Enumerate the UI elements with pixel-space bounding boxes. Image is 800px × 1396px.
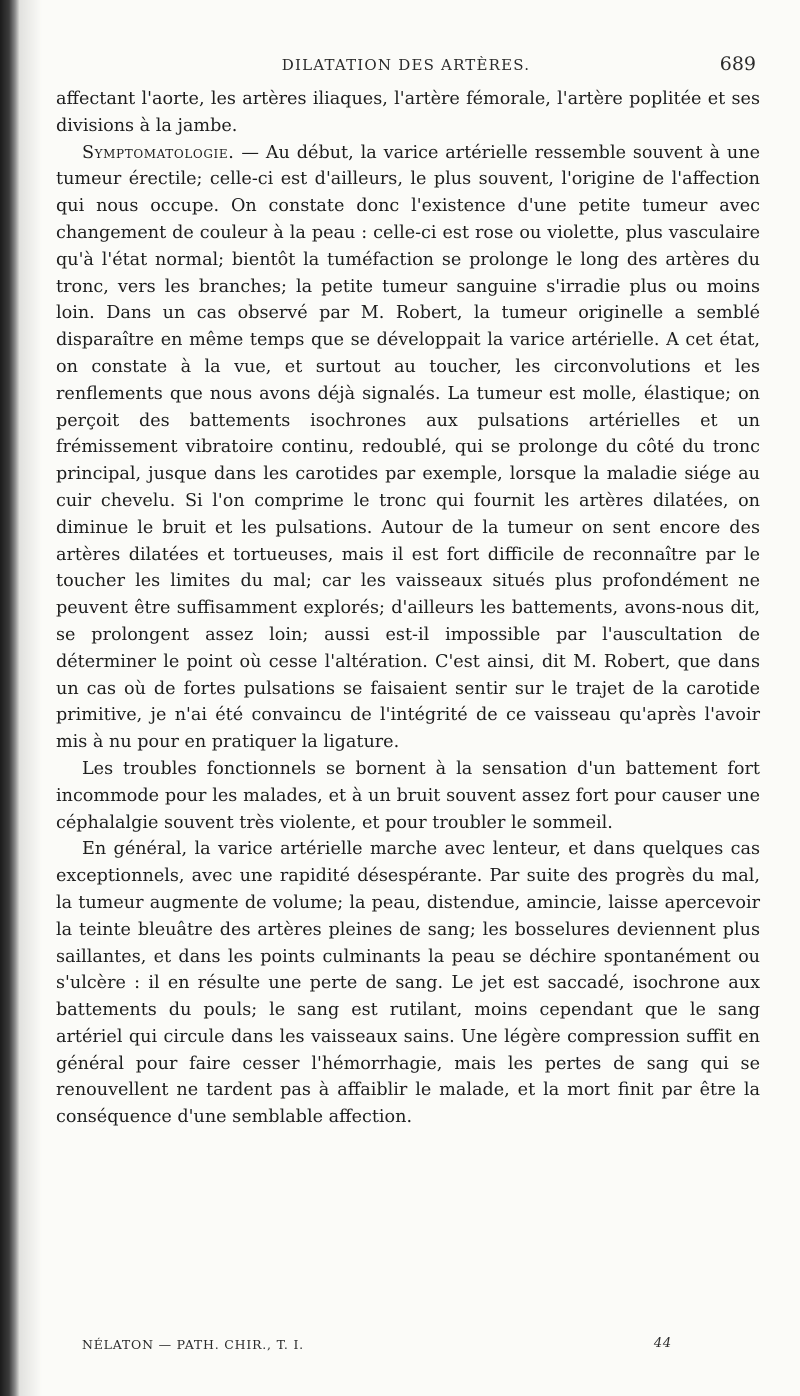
binding-gutter [0,0,20,1396]
running-head: DILATATION DES ARTÈRES. [281,56,531,74]
paragraph-text: Les troubles fonctionnels se bornent à la sensation d'un battement fort incommode pour les malades, et à un bruit souvent assez fort pour causer une céphalalgie souvent très violente, et pour troubler le sommeil. [56,758,760,833]
body-text [56,86,760,1131]
section-heading: Symptomatologie. [82,142,235,163]
paragraph [56,836,760,1131]
page-footer [82,1337,672,1359]
page-number: 689 [719,53,756,75]
paragraph-text: affectant l'aorte, les artères iliaques, l'artère fémorale, l'artère poplitée et ses divisions à la jambe. [56,89,760,136]
paragraph-symptomatologie [56,140,760,756]
paragraph [56,756,760,836]
paragraph [56,86,760,140]
gutter-shadow [20,0,42,1396]
page-header [56,53,756,82]
paragraph-text: — Au début, la varice artérielle ressemble souvent à une tumeur érectile; celle-ci est d'ailleurs, le plus souvent, l'origine de l'affection qui nous occupe. On constate donc l'existence d'une petite tumeur avec changement de couleur à la peau : celle-ci est rose ou violette, plus vasculaire qu'à l'état normal; bientôt la tuméfaction se prolonge le long des artères du tronc, vers les branches; la petite tumeur sanguine s'irradie plus ou moins loin. Dans un cas observé par M. Robert, la tumeur originelle a semblé disparaître en même temps que se développait la varice artérielle. A cet état, on constate à la vue, et surtout au toucher, les circonvolutions et les renflements que nous avons déjà signalés. La tumeur est molle, élastique; on perçoit des battements isochrones aux pulsations artérielles et un frémissement vibratoire continu, redoublé, qui se prolonge du côté du tronc principal, jusque dans les carotides par exemple, lorsque la maladie siége au cuir chevelu. Si l'on comprime le tronc qui fournit les artères dilatées, on diminue le bruit et les pulsations. Autour de la tumeur on sent encore des artères dilatées et tortueuses, mais il est fort difficile de reconnaître par le toucher les limites du mal; car les vaisseaux situés plus profondément ne peuvent être suffisamment explorés; d'ailleurs les battements, avons-nous dit, se prolongent assez loin; aussi est-il impossible par l'auscultation de déterminer le point où cesse l'altération. C'est ainsi, dit M. Robert, que dans un cas où de fortes pulsations se faisaient sentir sur le trajet de la carotide primitive, je n'ai été convaincu de l'intégrité de ce vaisseau qu'après l'avoir mis à nu pour en pratiquer la ligature. [56,142,760,753]
signature-mark: 44 [653,1336,672,1351]
paragraph-text: En général, la varice artérielle marche avec lenteur, et dans quelques cas exceptionnels, avec une rapidité désespérante. Par suite des progrès du mal, la tumeur augmente de volume; la peau, distendue, amincie, laisse apercevoir la teinte bleuâtre des artères pleines de sang; les bosselures deviennent plus saillantes, et dans les points culminants la peau se déchire spontanément ou s'ulcère : il en résulte une perte de sang. Le jet est saccadé, isochrone aux battements du pouls; le sang est rutilant, moins cependant que le sang artériel qui circule dans les vaisseaux sains. Une légère compression suffit en général pour faire cesser l'hémorrhagie, mais les pertes de sang qui se renouvellent ne tardent pas à affaiblir le malade, et la mort finit par être la conséquence d'une semblable affection. [56,839,760,1128]
signature-line: NÉLATON — PATH. CHIR., T. I. [82,1337,304,1352]
